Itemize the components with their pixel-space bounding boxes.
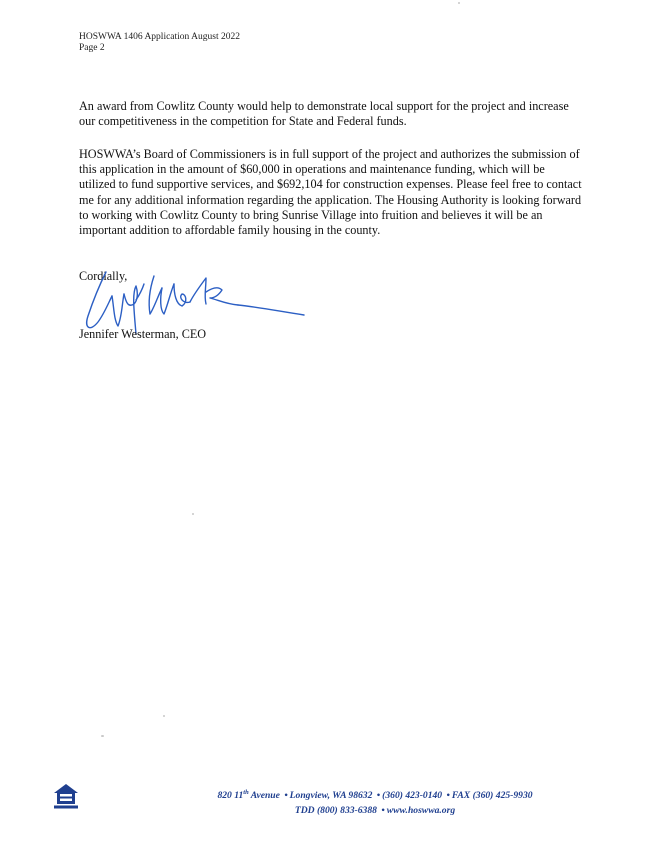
footer-tdd: TDD (800) 833-6388: [294, 805, 377, 816]
equal-housing-opportunity-icon: [52, 782, 80, 810]
body-paragraph-1: An award from Cowlitz County would help to demonstrate local support for the project and increase our competitiveness in the competition for State and Federal funds.: [79, 99, 569, 129]
footer-city: Longview, WA 98632: [289, 790, 373, 801]
body-paragraph-2: HOSWWA’s Board of Commissioners is in full support of the project and authorizes the submission of this application in the amount of $60,000 in operations and maintenance funding, which will be utilized to fund supportive services, and $692,104 for construction expenses. Please feel free to contact me for any additional information regarding the application. The Housing Authority is looking forward to working with Cowlitz County to bring Sunrise Village into fruition and believes it will be an important addition to affordable family housing in the county.: [79, 147, 582, 238]
footer-separator: •: [376, 790, 381, 801]
header-page-number: Page 2: [79, 43, 105, 53]
scan-speck: [163, 715, 165, 717]
footer-separator: •: [284, 790, 288, 801]
header-title: HOSWWA 1406 Application August 2022: [79, 32, 240, 42]
scan-speck: [458, 2, 460, 4]
closing-salutation: Cordially,: [79, 269, 128, 283]
scan-speck: [192, 513, 194, 515]
footer-separator: •: [381, 805, 385, 816]
page-header: [79, 32, 240, 54]
footer-fax: FAX (360) 425-9930: [451, 790, 533, 801]
footer-address-line: [150, 789, 600, 803]
footer-separator: •: [446, 790, 450, 801]
footer-contact-line: [150, 804, 600, 818]
signer-name-title: Jennifer Westerman, CEO: [79, 327, 207, 341]
footer-street: 820 11th Avenue: [217, 788, 280, 801]
footer-website[interactable]: www.hoswwa.org: [386, 805, 456, 816]
footer-phone: (360) 423-0140: [382, 790, 443, 801]
scan-speck: [101, 735, 104, 737]
